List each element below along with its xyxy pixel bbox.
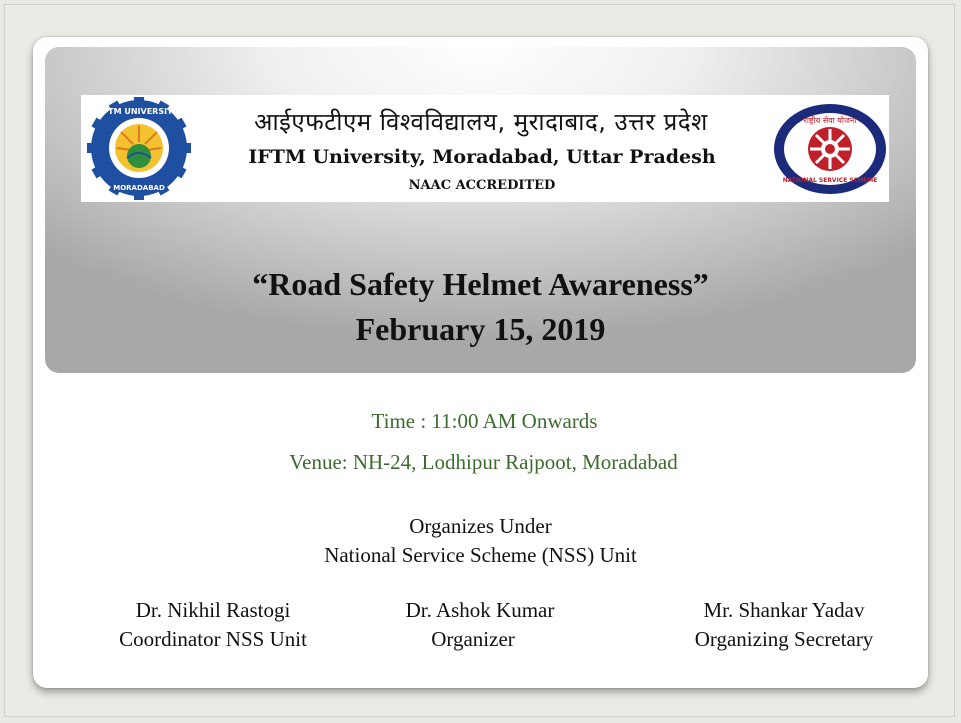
hindi-title: आईएफटीएम विश्वविद्यालय, मुरादाबाद, उत्तर प्रदेश bbox=[254, 108, 708, 136]
person-name: Dr. Ashok Kumar bbox=[405, 598, 555, 622]
logo-text-bottom: MORADABAD bbox=[113, 184, 165, 192]
person-name: Mr. Shankar Yadav bbox=[703, 598, 865, 622]
person-role: Organizing Secretary bbox=[694, 627, 874, 651]
event-title: “Road Safety Helmet Awareness” bbox=[252, 266, 709, 302]
event-date: February 15, 2019 bbox=[355, 311, 606, 347]
organizer-line-2: National Service Scheme (NSS) Unit bbox=[324, 543, 637, 567]
slide bbox=[33, 37, 928, 688]
university-banner bbox=[81, 95, 889, 202]
event-venue: Venue: NH-24, Lodhipur Rajpoot, Moradabad bbox=[289, 450, 678, 474]
person-name: Dr. Nikhil Rastogi bbox=[135, 598, 291, 622]
english-title: IFTM University, Moradabad, Uttar Pradesh bbox=[248, 146, 716, 168]
person-role: Coordinator NSS Unit bbox=[119, 627, 307, 651]
iftm-logo bbox=[83, 97, 195, 200]
organizer-line-1: Organizes Under bbox=[409, 514, 552, 538]
accreditation-label: NAAC ACCREDITED bbox=[408, 178, 556, 193]
nss-logo-text-bottom: NATIONAL SERVICE SCHEME bbox=[782, 177, 878, 184]
nss-logo-text-top: राष्ट्रीय सेवा योजना bbox=[803, 116, 857, 125]
nss-logo bbox=[771, 103, 889, 195]
person-role: Organizer bbox=[431, 627, 515, 651]
logo-text-top: IFTM UNIVERSITY bbox=[99, 107, 179, 116]
event-time: Time : 11:00 AM Onwards bbox=[371, 409, 598, 433]
